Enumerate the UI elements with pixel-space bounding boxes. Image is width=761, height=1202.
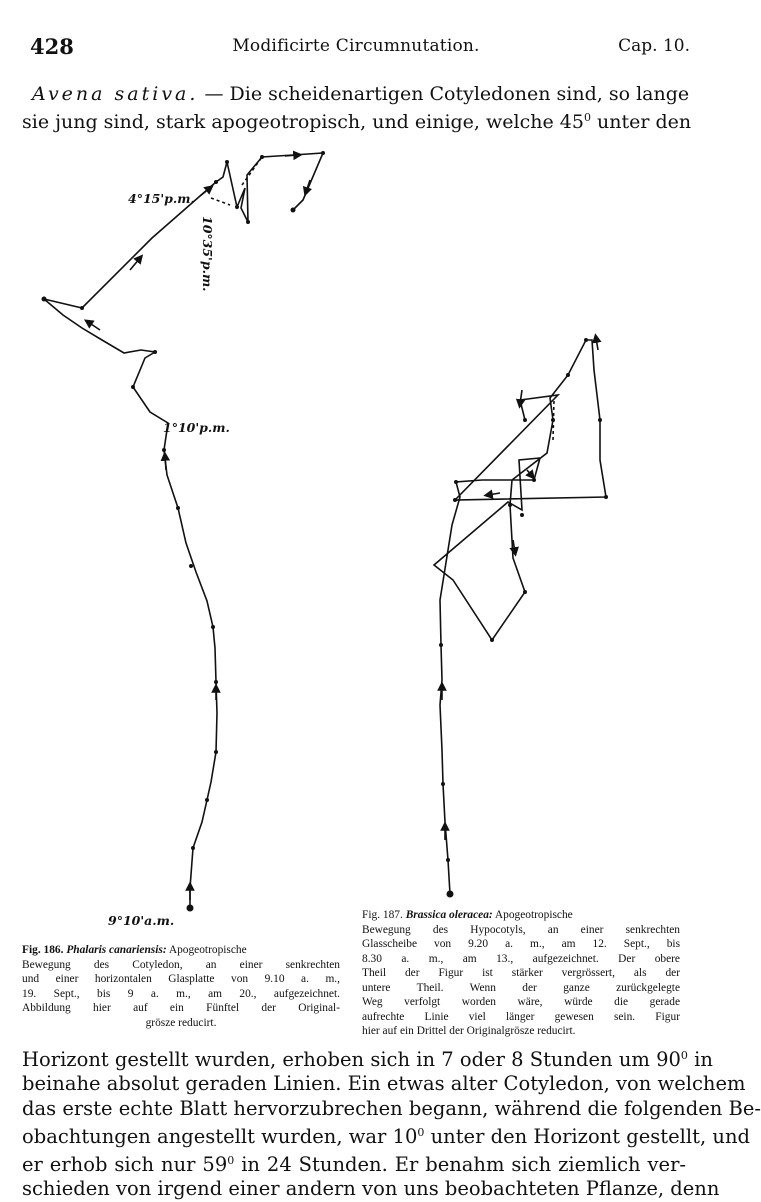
fig187-arrow	[596, 338, 598, 350]
fig187-arrow	[520, 390, 522, 404]
fig186-point	[187, 905, 194, 912]
body-line-1	[22, 1044, 713, 1072]
body-line-3: das erste echte Blatt hervorzubrechen begann, während die folgenden Be-	[22, 1096, 761, 1120]
caption-line	[22, 943, 340, 958]
fig186-label-start: 9°10'a.m.	[108, 913, 175, 928]
fig186-arrow	[165, 456, 166, 470]
page-number: 428	[30, 34, 74, 59]
fig186-point	[189, 564, 193, 568]
fig186-species: Phalaris canariensis:	[66, 944, 167, 956]
figure-187-tracing	[434, 340, 606, 894]
fig187-point	[523, 590, 527, 594]
caption-line: 19. Sept., bis 9 a. m., am 20., aufgezeichnet.	[22, 987, 340, 1000]
fig187-point	[598, 418, 602, 422]
caption-line: Glasscheibe von 9.20 a. m., am 12. Sept., bis	[362, 938, 680, 950]
fig187-point	[551, 418, 555, 422]
fig187-arrows	[442, 338, 598, 840]
body-line-4	[22, 1121, 750, 1149]
species-name: Avena sativa.	[32, 83, 199, 105]
degree-superscript: 0	[227, 1154, 235, 1168]
fig187-number: Fig. 187.	[362, 909, 403, 921]
caption-line: Abbildung hier auf ein Fünftel der Original-	[22, 1002, 340, 1014]
body-line-2: beinahe absolut geraden Linien. Ein etwas alter Cotyledon, von welchem	[22, 1072, 746, 1096]
fig186-point	[131, 385, 135, 389]
fig187-path	[434, 340, 606, 894]
caption-line: Bewegung des Hypocotyls, an einer senkrechten	[362, 923, 680, 936]
fig186-arrow	[130, 258, 140, 270]
fig186-point	[80, 306, 84, 310]
fig187-species: Brassica oleracea:	[405, 909, 493, 921]
chapter-label: Cap. 10.	[618, 36, 690, 56]
fig187-point	[447, 891, 454, 898]
caption-line: grösze reducirt.	[145, 1016, 217, 1029]
fig187-arrow	[488, 493, 500, 495]
fig187-points	[439, 338, 608, 898]
body-line-5	[22, 1149, 686, 1177]
fig186-point	[205, 798, 209, 802]
caption-line: und einer horizontalen Glasplatte von 9.10 a. m.,	[22, 973, 340, 985]
caption-text: Apogeotropische	[492, 909, 573, 921]
fig186-dashed-segment-2	[211, 198, 230, 205]
figure-187-caption	[362, 908, 680, 1039]
fig186-point	[260, 155, 264, 159]
fig187-point	[454, 480, 458, 484]
intro-line-1-text: — Die scheidenartigen Cotyledonen sind, so lange	[198, 83, 690, 105]
caption-line: untere Theil. Wenn der ganze zurückgelegte	[362, 981, 680, 994]
caption-text: Apogeotropische	[166, 944, 247, 956]
fig186-point	[235, 205, 239, 209]
caption-line: Weg verfolgt worden wäre, würde die gerade	[362, 996, 680, 1008]
fig187-point	[532, 478, 536, 482]
intro-line-2-text-b: unter den	[590, 111, 692, 133]
fig187-point	[508, 503, 512, 507]
fig187-point	[584, 338, 588, 342]
fig186-arrow	[285, 155, 298, 156]
fig187-point	[566, 373, 570, 377]
running-title: Modificirte Circumnutation.	[232, 36, 480, 56]
intro-line-2-text-a: sie jung sind, stark apogeotropisch, und einige, welche 45	[22, 111, 584, 133]
fig186-point	[214, 180, 218, 184]
body-line-6: schieden von irgend einer andern von uns beobachteten Pflanze, denn	[22, 1177, 720, 1201]
fig186-label-t3: 10°35'p.m.	[200, 216, 215, 292]
fig187-point	[453, 498, 457, 502]
fig186-arrow	[88, 322, 100, 330]
fig186-label-t1: 1°10'p.m.	[163, 420, 230, 435]
fig186-label-t2: 4°15'p.m.	[128, 191, 195, 206]
fig187-point	[441, 782, 445, 786]
figure-186-caption	[22, 943, 340, 1030]
fig187-arrow	[527, 470, 532, 476]
fig186-arrows	[88, 155, 310, 900]
body-text-run: unter den Horizont gestellt, und	[424, 1124, 750, 1148]
fig186-point	[246, 220, 250, 224]
fig187-point	[490, 638, 494, 642]
fig186-point	[153, 350, 157, 354]
fig186-point	[176, 506, 180, 510]
fig186-point	[291, 208, 296, 213]
caption-line: Bewegung des Cotyledon, an einer senkrechten	[22, 958, 340, 971]
caption-line: hier auf ein Drittel der Originalgrösze reducirt.	[362, 1025, 576, 1037]
fig186-point	[191, 846, 195, 850]
body-text-run: obachtungen angestellt wurden, war 10	[22, 1124, 418, 1148]
caption-line: Theil der Figur ist stärker vergrössert, als der	[362, 967, 680, 979]
fig187-point	[439, 643, 443, 647]
degree-superscript: 0	[680, 1049, 688, 1062]
body-text-run: in 24 Stunden. Er benahm sich ziemlich ver-	[234, 1153, 686, 1177]
body-text-run: Horizont gestellt wurden, erhoben sich in 7 oder 8 Stunden um 90	[22, 1048, 681, 1071]
fig187-point	[523, 418, 527, 422]
fig186-point	[42, 297, 47, 302]
fig186-arrow	[200, 188, 210, 196]
fig186-point	[321, 151, 325, 155]
body-text-run: er erhob sich nur 59	[22, 1153, 228, 1177]
fig186-number: Fig. 186.	[22, 944, 64, 956]
caption-line: aufrechte Linie viel länger gewesen sein. Figur	[362, 1010, 680, 1023]
caption-line	[362, 908, 680, 923]
fig186-point	[225, 160, 229, 164]
fig186-point	[162, 448, 166, 452]
fig187-point	[446, 858, 450, 862]
degree-superscript: 0	[417, 1125, 425, 1139]
figure-186-tracing	[44, 153, 323, 908]
fig187-point	[604, 495, 608, 499]
body-text	[22, 1044, 761, 1202]
fig187-point	[520, 513, 524, 517]
body-text-run: in	[687, 1048, 713, 1071]
fig186-path	[44, 153, 323, 908]
fig186-point	[211, 625, 215, 629]
caption-line: 8.30 a. m., am 13., aufgezeichnet. Der obere	[362, 952, 680, 965]
degree-superscript: 0	[583, 111, 591, 124]
fig186-point	[214, 750, 218, 754]
fig186-point	[214, 680, 218, 684]
